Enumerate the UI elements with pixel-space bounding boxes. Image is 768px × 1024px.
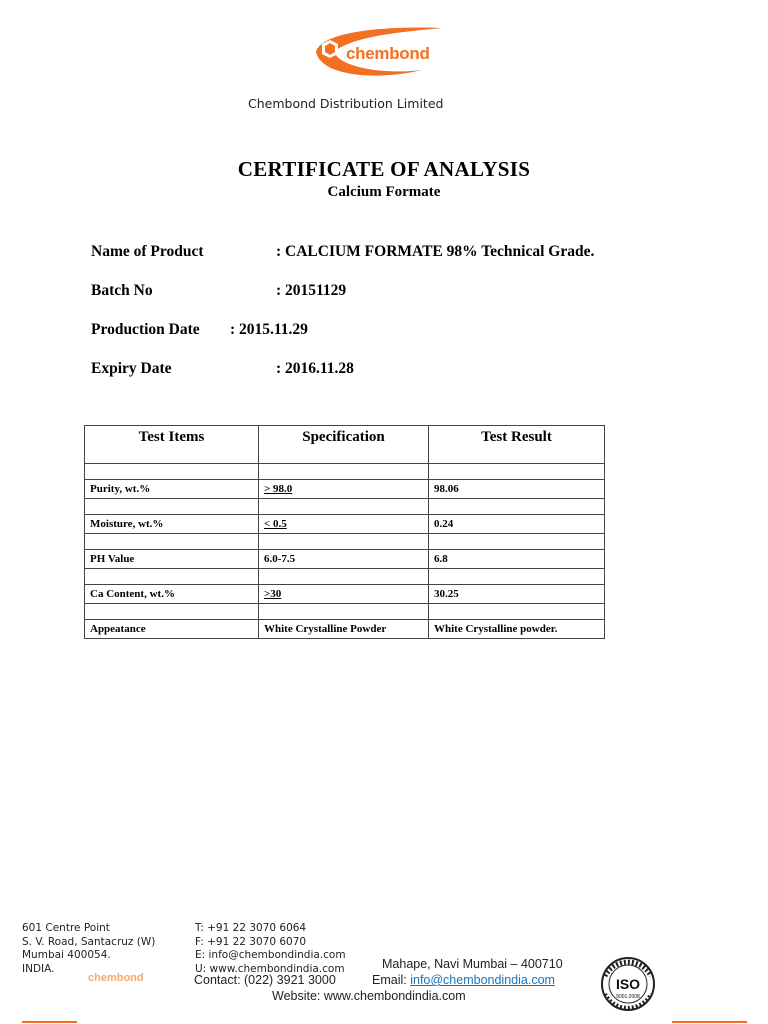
iso-number: 9001:2008 <box>616 994 640 1000</box>
footer-overlay-email <box>372 973 555 987</box>
contact-fax: F: +91 22 3070 6070 <box>195 935 307 948</box>
table-spacer-row <box>85 569 605 585</box>
field-expiry-date-value: : 2016.11.28 <box>276 360 354 377</box>
chembond-logo <box>312 22 452 82</box>
address-line: INDIA. <box>22 962 55 975</box>
cell-result: 98.06 <box>429 480 605 499</box>
email-link[interactable]: info@chembondindia.com <box>410 973 555 987</box>
field-batch-no-label: Batch No <box>91 282 153 299</box>
cell-result: 30.25 <box>429 585 605 604</box>
footer-contact <box>195 922 346 976</box>
footer-address <box>22 922 155 976</box>
table-spacer-row <box>85 499 605 515</box>
cell-spec <box>259 585 429 604</box>
field-name-of-product-label: Name of Product <box>91 243 204 260</box>
table-spacer-row <box>85 604 605 620</box>
table-row <box>85 550 605 569</box>
cell-spec <box>259 515 429 534</box>
cell-item: Ca Content, wt.% <box>85 585 259 604</box>
cell-result: 6.8 <box>429 550 605 569</box>
cell-item: Appeatance <box>85 620 259 639</box>
field-expiry-date-label: Expiry Date <box>91 360 172 377</box>
footer-overlay-location: Mahape, Navi Mumbai – 400710 <box>382 957 563 971</box>
address-line: Mumbai 400054. <box>22 949 111 961</box>
spec-text: < 0.5 <box>264 518 287 530</box>
header-test-items: Test Items <box>85 426 259 464</box>
footer-rule-left <box>22 1021 77 1023</box>
page-title: CERTIFICATE OF ANALYSIS <box>237 157 531 181</box>
field-production-date-value: : 2015.11.29 <box>230 321 308 338</box>
table-row <box>85 515 605 534</box>
spec-text: >30 <box>264 588 282 600</box>
table-row <box>85 620 605 639</box>
cell-result: White Crystalline powder. <box>429 620 605 639</box>
iso-seal-icon <box>597 956 659 1012</box>
footer-overlay-contact: Contact: (022) 3921 3000 <box>194 973 336 987</box>
table-row <box>85 480 605 499</box>
table-row <box>85 585 605 604</box>
cell-spec: White Crystalline Powder <box>259 620 429 639</box>
spec-text: > 98.0 <box>264 483 293 495</box>
header-test-result: Test Result <box>429 426 605 464</box>
address-line: S. V. Road, Santacruz (W) <box>22 935 156 948</box>
cell-item: Moisture, wt.% <box>85 515 259 534</box>
email-label: Email: <box>372 973 407 987</box>
contact-phone: T: +91 22 3070 6064 <box>195 922 307 934</box>
results-table <box>84 425 605 639</box>
page-subtitle: Calcium Formate <box>327 184 441 200</box>
table-spacer-row <box>85 534 605 550</box>
field-name-of-product-value: : CALCIUM FORMATE 98% Technical Grade. <box>276 243 595 260</box>
field-production-date-label: Production Date <box>91 321 200 338</box>
cell-result: 0.24 <box>429 515 605 534</box>
company-name: Chembond Distribution Limited <box>248 96 444 111</box>
cell-spec: 6.0-7.5 <box>259 550 429 569</box>
header-specification: Specification <box>259 426 429 464</box>
table-spacer-row <box>85 464 605 480</box>
iso-label: ISO <box>615 976 641 992</box>
field-batch-no-value: : 20151129 <box>276 282 347 299</box>
table-header-row <box>85 426 605 464</box>
logo-wordmark: chembond <box>346 44 430 63</box>
iso-badge <box>597 956 659 1012</box>
contact-website: U: www.chembondindia.com <box>195 962 345 975</box>
cell-spec <box>259 480 429 499</box>
address-line: 601 Centre Point <box>22 922 110 934</box>
footer-overlay-website: Website: www.chembondindia.com <box>272 989 466 1003</box>
footer-ghost-logo: chembond <box>88 972 144 984</box>
footer-rule-right <box>672 1021 747 1023</box>
contact-email: E: info@chembondindia.com <box>195 949 346 961</box>
cell-item: Purity, wt.% <box>85 480 259 499</box>
cell-item: PH Value <box>85 550 259 569</box>
